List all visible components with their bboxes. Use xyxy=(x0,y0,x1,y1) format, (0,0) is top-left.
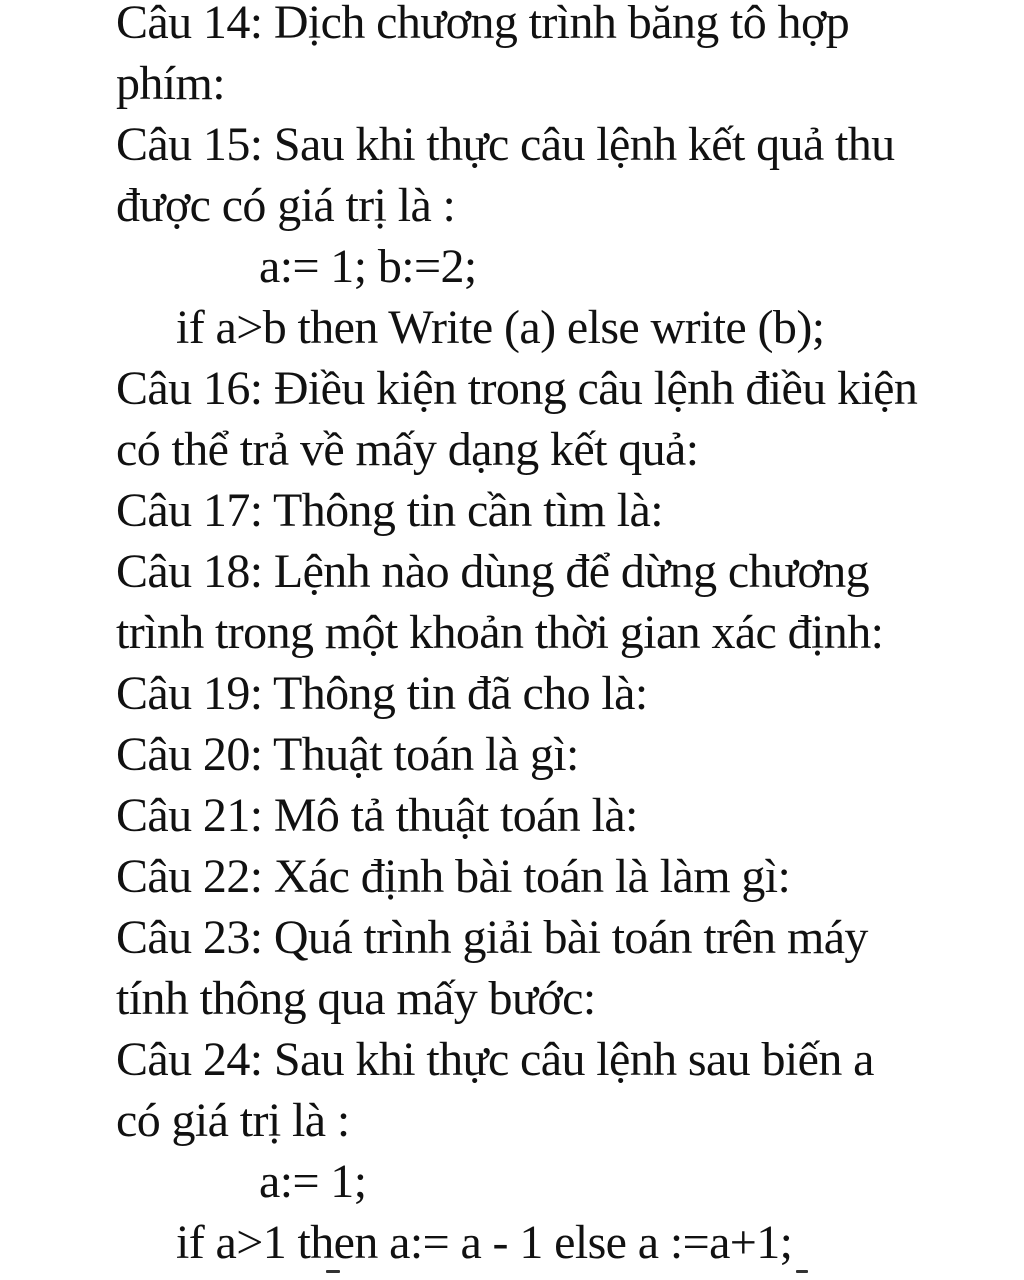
question-14-line-1: Câu 14: Dịch chương trình băng tô hợp xyxy=(116,0,850,49)
question-20-line: Câu 20: Thuật toán là gì: xyxy=(116,728,579,781)
question-24-code-line-1: a:= 1; xyxy=(259,1155,367,1208)
question-24-code-line-2: if a>1 then a:= a - 1 else a :=a+1; xyxy=(176,1216,793,1269)
question-24-line-2: có giá trị là : xyxy=(116,1094,350,1147)
cropped-next-line xyxy=(116,1266,996,1280)
question-15-code-line-2: if a>b then Write (a) else write (b); xyxy=(176,301,825,354)
question-18-line-1: Câu 18: Lệnh nào dùng để dừng chương xyxy=(116,545,870,598)
question-23-line-1: Câu 23: Quá trình giải bài toán trên máy xyxy=(116,911,868,964)
cropped-glyph-fragment xyxy=(326,1270,340,1273)
question-16-line-2: có thể trả về mấy dạng kết quả: xyxy=(116,423,699,476)
question-21-line: Câu 21: Mô tả thuật toán là: xyxy=(116,789,638,842)
question-19-line: Câu 19: Thông tin đã cho là: xyxy=(116,667,648,720)
question-list xyxy=(116,0,996,1273)
cropped-glyph-fragment xyxy=(796,1270,808,1273)
question-22-line: Câu 22: Xác định bài toán là làm gì: xyxy=(116,850,791,903)
question-23-line-2: tính thông qua mấy bước: xyxy=(116,972,596,1025)
question-14-line-2: phím: xyxy=(116,57,226,110)
question-17-line: Câu 17: Thông tin cần tìm là: xyxy=(116,484,663,537)
question-18-line-2: trình trong một khoản thời gian xác định: xyxy=(116,606,884,659)
question-24-line-1: Câu 24: Sau khi thực câu lệnh sau biến a xyxy=(116,1033,874,1086)
question-15-line-2: được có giá trị là : xyxy=(116,179,456,232)
question-16-line-1: Câu 16: Điều kiện trong câu lệnh điều kiện xyxy=(116,362,918,415)
question-15-line-1: Câu 15: Sau khi thực câu lệnh kết quả thu xyxy=(116,118,895,171)
question-15-code-line-1: a:= 1; b:=2; xyxy=(259,240,477,293)
